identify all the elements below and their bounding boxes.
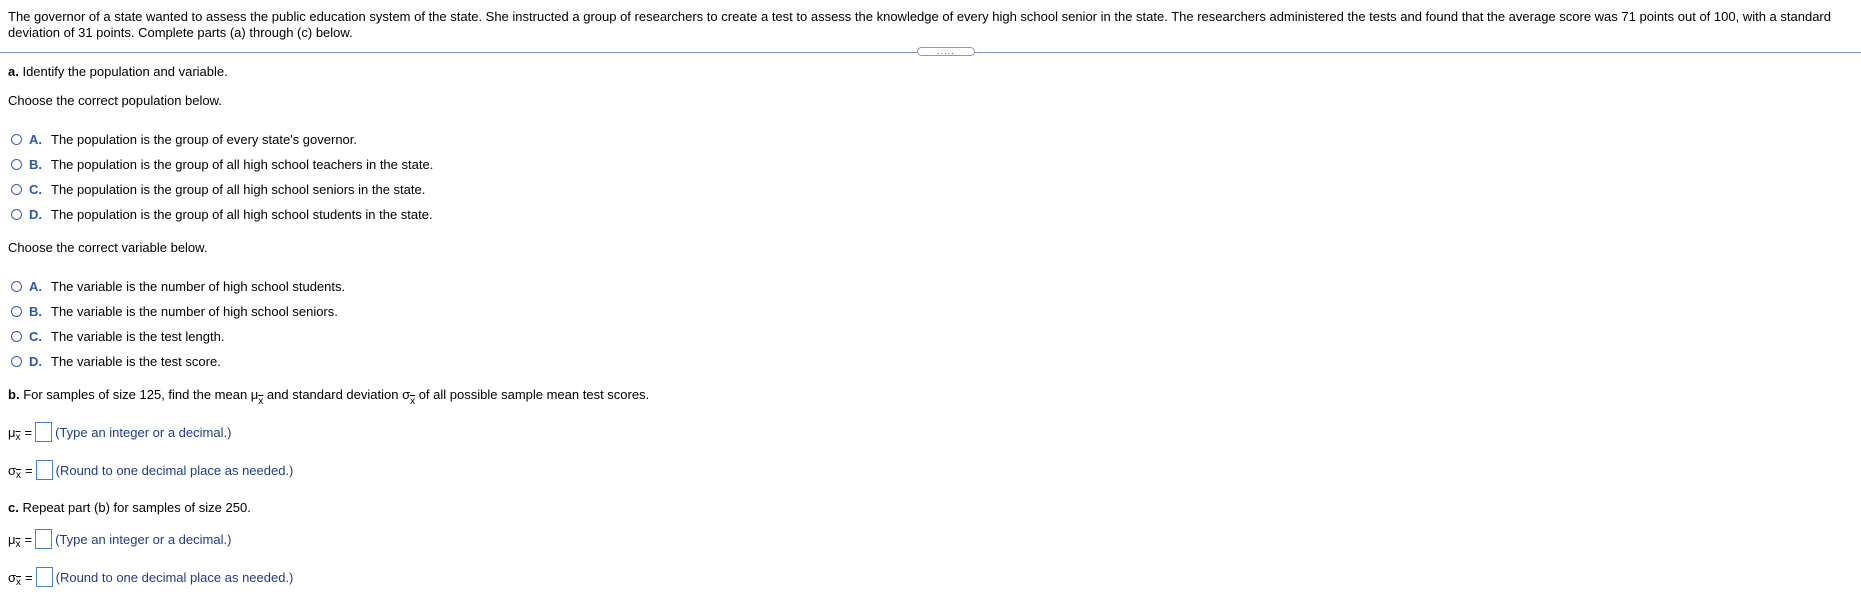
option-letter: B.: [29, 303, 42, 319]
radio-button[interactable]: [11, 331, 22, 342]
sigma-symbol: σ: [8, 569, 17, 585]
option-letter: D.: [29, 206, 42, 222]
part-b-label: b.: [8, 387, 20, 402]
option-letter: C.: [29, 328, 42, 344]
part-b-mean-hint: (Type an integer or a decimal.): [55, 424, 232, 440]
problem-statement: The governor of a state wanted to assess the public education system of the state. She instructed a group of researchers to create a test to assess the knowledge of every high school senior in the state. The researchers administered the tests and found that the average score was 71 points out of 100, with a standard deviation of 31 points. Complete parts (a) through (c) below.: [8, 9, 1831, 40]
x-bar-subscript: $\overline{x}$: [16, 576, 22, 588]
part-c-label: c.: [8, 500, 19, 515]
population-option-a[interactable]: [11, 131, 357, 147]
part-c-heading: [8, 500, 251, 515]
part-b-prompt-end: of all possible sample mean test scores.: [415, 387, 650, 402]
variable-prompt: Choose the correct variable below.: [8, 240, 208, 255]
option-letter: C.: [29, 181, 42, 197]
part-c-mean-input[interactable]: [35, 529, 52, 549]
x-bar-subscript: x: [258, 396, 264, 407]
radio-button[interactable]: [11, 184, 22, 195]
option-text: The variable is the number of high school seniors.: [51, 303, 338, 319]
part-b-mean-row: [8, 421, 231, 443]
part-b-mean-input[interactable]: [35, 422, 52, 442]
variable-option-d[interactable]: [11, 353, 221, 369]
option-text: The variable is the test length.: [51, 328, 225, 344]
equals-sign: =: [24, 424, 33, 440]
part-c-sd-input[interactable]: [36, 567, 53, 587]
population-option-d[interactable]: [11, 206, 433, 222]
option-text: The variable is the test score.: [51, 353, 221, 369]
radio-button[interactable]: [11, 356, 22, 367]
part-a-label: a.: [8, 64, 19, 79]
option-text: The population is the group of all high school teachers in the state.: [51, 156, 434, 172]
option-letter: B.: [29, 156, 42, 172]
radio-button[interactable]: [11, 159, 22, 170]
part-c-sd-hint: (Round to one decimal place as needed.): [55, 569, 294, 585]
equals-sign: =: [25, 569, 33, 585]
sigma-symbol: σ: [8, 462, 17, 478]
part-b-sd-input[interactable]: [36, 460, 53, 480]
part-c-mean-row: [8, 528, 231, 550]
x-bar-subscript: $\overline{x}$: [16, 469, 22, 481]
variable-option-a[interactable]: [11, 278, 345, 294]
mu-symbol: μ: [8, 531, 16, 547]
expand-toggle-button[interactable]: .....: [917, 47, 975, 56]
option-text: The population is the group of all high school seniors in the state.: [51, 181, 426, 197]
radio-button[interactable]: [11, 306, 22, 317]
part-c-sd-row: [8, 566, 293, 588]
part-b-prompt-start: For samples of size 125, find the mean μ: [23, 387, 259, 402]
option-text: The variable is the number of high school students.: [51, 278, 346, 294]
option-text: The population is the group of every state's governor.: [51, 131, 358, 147]
variable-option-c[interactable]: [11, 328, 224, 344]
option-letter: A.: [29, 278, 42, 294]
part-c-prompt: Repeat part (b) for samples of size 250.: [22, 500, 251, 515]
x-bar-subscript: $\overline{x}$: [15, 431, 21, 443]
option-letter: A.: [29, 131, 42, 147]
radio-button[interactable]: [11, 134, 22, 145]
part-b-sd-row: [8, 459, 293, 481]
x-bar-subscript: $\overline{x}$: [15, 538, 21, 550]
equals-sign: =: [25, 462, 33, 478]
part-b-heading: [8, 387, 650, 407]
part-a-prompt: Identify the population and variable.: [22, 64, 228, 79]
part-b-prompt-middle: and standard deviation σ: [263, 387, 411, 402]
radio-button[interactable]: [11, 209, 22, 220]
x-bar-subscript: x: [410, 396, 416, 407]
population-option-c[interactable]: [11, 181, 425, 197]
option-letter: D.: [29, 353, 42, 369]
population-option-b[interactable]: [11, 156, 433, 172]
option-text: The population is the group of all high school students in the state.: [51, 206, 433, 222]
mu-symbol: μ: [8, 424, 16, 440]
part-b-sd-hint: (Round to one decimal place as needed.): [55, 462, 294, 478]
part-c-mean-hint: (Type an integer or a decimal.): [55, 531, 232, 547]
part-a-heading: [8, 64, 228, 79]
equals-sign: =: [24, 531, 33, 547]
variable-option-b[interactable]: [11, 303, 338, 319]
population-prompt: Choose the correct population below.: [8, 93, 222, 108]
radio-button[interactable]: [11, 281, 22, 292]
